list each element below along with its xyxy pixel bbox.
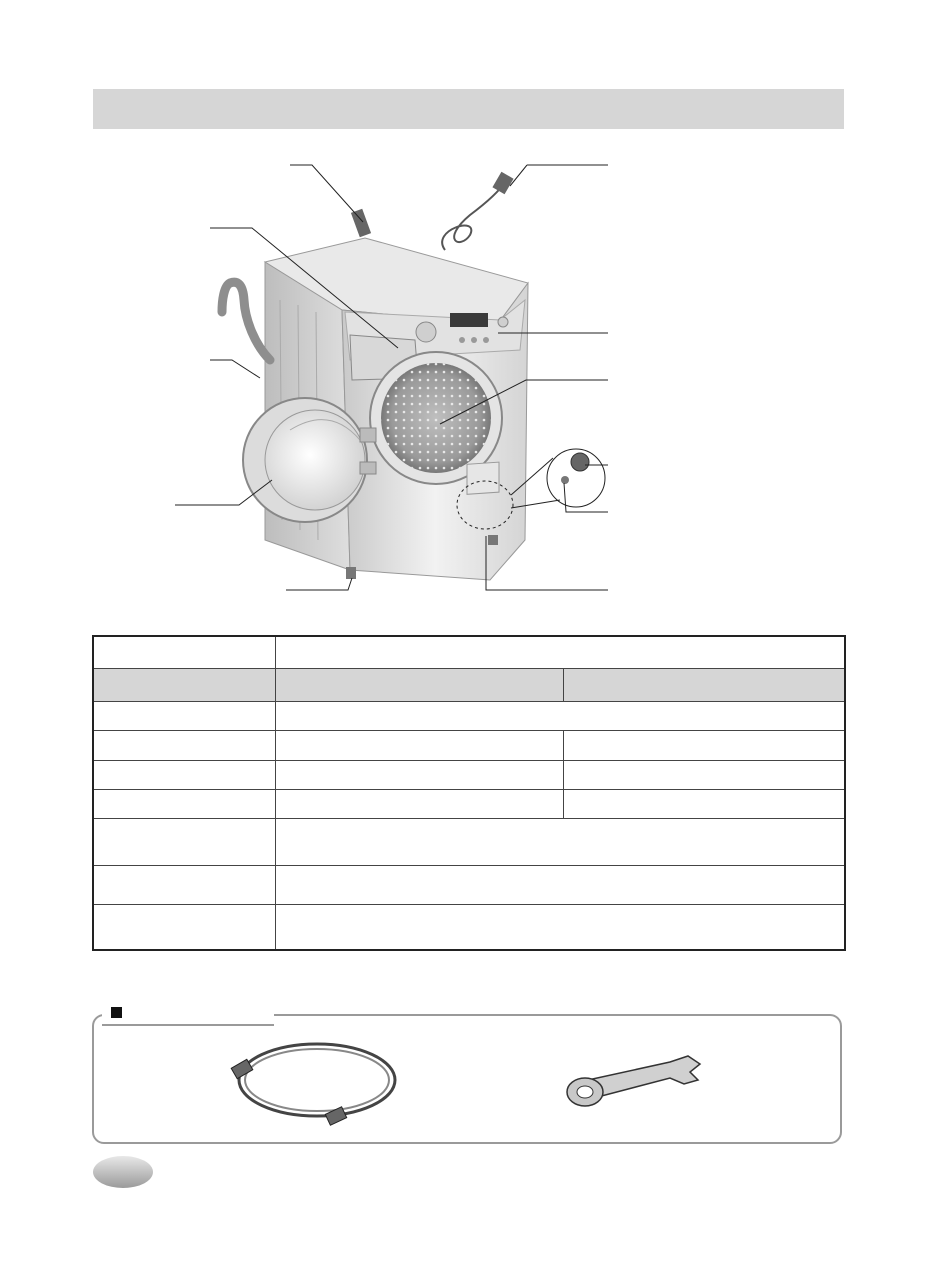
bullet-square-icon bbox=[111, 1007, 122, 1018]
drain-plug bbox=[561, 476, 569, 484]
table-row bbox=[93, 668, 845, 701]
spec-label bbox=[93, 730, 275, 760]
spec-label bbox=[93, 760, 275, 789]
table-row bbox=[93, 760, 845, 789]
spec-value bbox=[275, 636, 845, 668]
table-row bbox=[93, 904, 845, 950]
specification-table bbox=[92, 635, 846, 951]
spec-label bbox=[93, 701, 275, 730]
spec-value bbox=[275, 789, 563, 818]
spec-value bbox=[275, 701, 845, 730]
spec-header bbox=[563, 668, 845, 701]
spec-value bbox=[275, 865, 845, 904]
inlet-hose-connector bbox=[351, 209, 371, 238]
pump-filter bbox=[571, 453, 589, 471]
section-header-bar bbox=[93, 89, 844, 129]
spec-value bbox=[275, 760, 563, 789]
table-row bbox=[93, 789, 845, 818]
table-row bbox=[93, 865, 845, 904]
power-plug bbox=[492, 172, 513, 195]
spec-label bbox=[93, 636, 275, 668]
spec-label bbox=[93, 904, 275, 950]
spec-label bbox=[93, 865, 275, 904]
spec-label bbox=[93, 818, 275, 865]
page-number-oval bbox=[92, 1155, 154, 1189]
spanner-icon bbox=[560, 1050, 710, 1115]
table-row bbox=[93, 730, 845, 760]
washing-machine-illustration bbox=[160, 150, 620, 600]
spec-value bbox=[563, 730, 845, 760]
table-row bbox=[93, 636, 845, 668]
spec-header bbox=[275, 668, 563, 701]
spec-label bbox=[93, 789, 275, 818]
spec-value bbox=[275, 818, 845, 865]
spec-value bbox=[275, 730, 563, 760]
adjustable-foot bbox=[346, 567, 356, 579]
table-row bbox=[93, 701, 845, 730]
spec-value bbox=[563, 789, 845, 818]
inlet-hose-icon bbox=[225, 1035, 400, 1130]
power-cord bbox=[442, 182, 505, 250]
spec-value bbox=[563, 760, 845, 789]
drain-hose bbox=[222, 282, 270, 360]
spec-header bbox=[93, 668, 275, 701]
spec-value bbox=[275, 904, 845, 950]
service-cover bbox=[467, 462, 499, 494]
accessories-title-box bbox=[102, 1004, 274, 1026]
table-row bbox=[93, 818, 845, 865]
accessories-panel bbox=[92, 1014, 842, 1144]
